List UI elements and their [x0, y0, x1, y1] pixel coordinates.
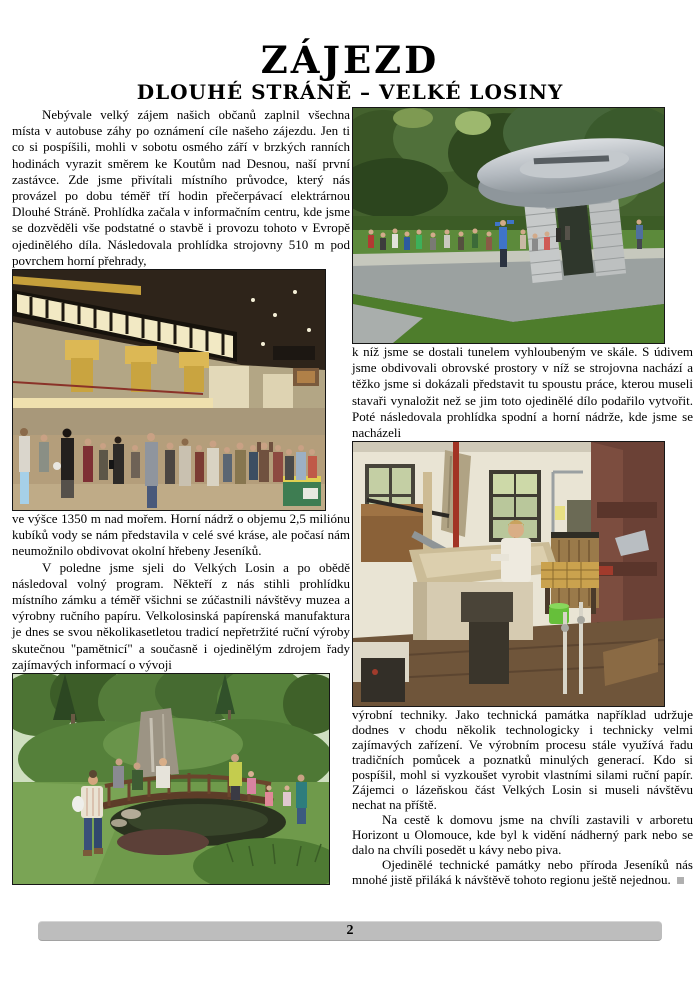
closing-text: Ojedinělé technické památky nebo příroda Jeseníků nás mnohé jistě přiláká k návštěvě tohoto regionu ještě nejednou. [352, 857, 693, 888]
machine-hall-illustration [13, 270, 325, 510]
paragraph-losiny: V poledne jsme sjeli do Velkých Losin a po obědě následoval volný program. Někteří z nás stihli prohlídku místního zámku a téměř všichni se zúčastnili návštěvy muzea a výrobny ručního papíru. Velkolosinská papírenská manufaktura je dnes se svou několikasetletou tradicí nepřetržité ruční výroby skutečnou "pamětnicí" a současně i ojedinělým zdrojem řady zajímavých informací o vývoji [12, 559, 350, 672]
page-number: 2 [346, 923, 354, 938]
footer-page-bar [38, 921, 662, 941]
paragraph-tunnel: k níž jsme se dostali tunelem vyhloubeným ve skále. S údivem jsme obdivovali obrovské prostory v níž se strojovna nachází a těžko jsme si dokázali představit tu spoustu práce, kterou museli stavaři vynaložit než se jim toto ojedinělé dílo podařilo vytvořit. Poté následovala prohlídka spodní a horní nádrže, kde jsme se nacházeli [352, 344, 693, 441]
turbine-monument-illustration [353, 108, 664, 343]
paragraph-continuation: ve výšce 1350 m nad mořem. Horní nádrž o objemu 2,5 miliónu kubíků vody se nám představila v celé své kráse, ale počasí nám neumožnilo obdivovat okolní hřebeny Jeseníků. [12, 511, 350, 559]
arboretum-illustration [13, 674, 329, 884]
page-title: ZÁJEZD [260, 38, 440, 82]
arboretum-photo [12, 673, 330, 885]
left-column [12, 107, 350, 885]
machine-hall-photo [12, 269, 326, 511]
turbine-monument-photo [352, 107, 665, 344]
end-of-article-marker [677, 877, 684, 884]
paragraph-techniques: výrobní techniky. Jako technická památka například udržuje dodnes v chodu několik technologicky i technicky velmi zajímavých zařízení. Ve výrobním procesu stále využívá řadu tradičních pomůcek a poznatků minulých generací. Kdo si pospíšil, mohl si vyzkoušet vyrobit vlastními silami ruční papír. Zájemci o lázeňskou část Velkých Losin si museli návštěvu nechat na příště. [352, 707, 693, 813]
paragraph-intro: Nebývale velký zájem našich občanů zaplnil všechna místa v autobuse záhy po oznámení cíle našeho zájezdu. Jen ti co si pospíšili, mohli v sobotu osmého září v brzkých ranních hodinách vyrazit směrem ke Koutům nad Desnou, naší první zastávce. Zde jsme přivítali místního průvodce, který nás provázel po dobu téměř tří hodin přečerpávací elektrárnou Dlouhé Stráně. Prohlídka začala v informačním centru, kde jsme se dozvěděli vše podstatné o stavbě i provozu tohoto v Evropě ojedinělého díla. Následovala prohlídka strojovny 510 m pod povrchem horní přehrady, [12, 107, 350, 268]
paragraph-arboretum: Na cestě k domovu jsme na chvíli zastavili v arboretu Horizont u Olomouce, kde byl k vidění nádherný park nebo se dalo na chvíli posedět u kávy nebo piva. [352, 812, 693, 858]
paragraph-closing [352, 857, 693, 887]
page-header [0, 40, 700, 103]
right-column [352, 107, 693, 887]
paper-mill-photo [352, 441, 665, 707]
page-subtitle: DLOUHÉ STRÁNĚ – VELKÉ LOSINY [136, 80, 564, 104]
paper-mill-illustration [353, 442, 664, 706]
